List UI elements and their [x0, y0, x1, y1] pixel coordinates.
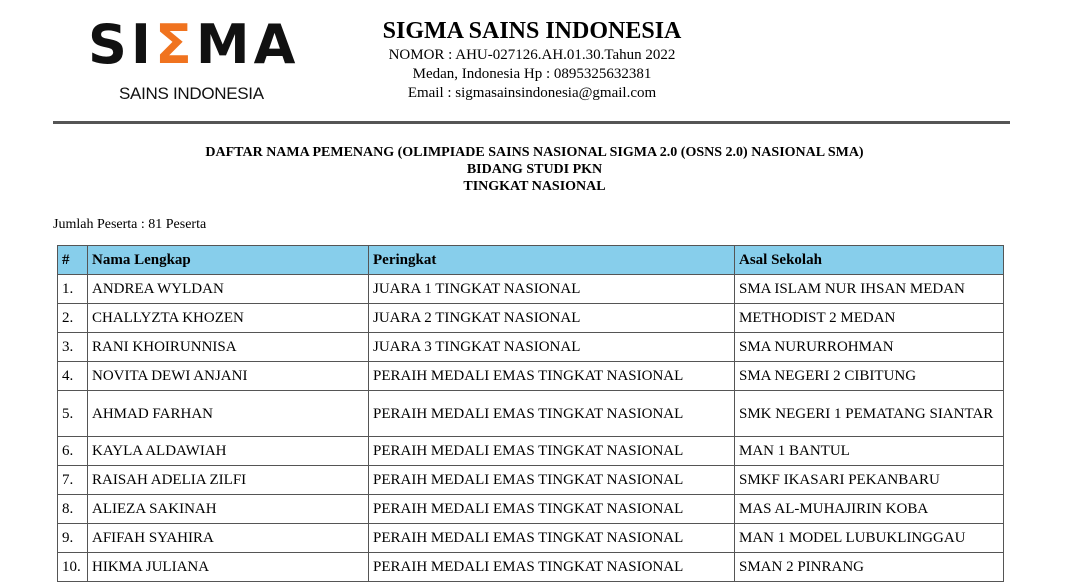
row-school: SMA ISLAM NUR IHSAN MEDAN: [735, 275, 1004, 304]
header-school: Asal Sekolah: [735, 246, 1004, 275]
row-number: 1.: [58, 275, 88, 304]
row-rank: JUARA 1 TINGKAT NASIONAL: [369, 275, 735, 304]
row-rank: PERAIH MEDALI EMAS TINGKAT NASIONAL: [369, 362, 735, 391]
row-number: 7.: [58, 466, 88, 495]
row-rank: JUARA 3 TINGKAT NASIONAL: [369, 333, 735, 362]
row-school: METHODIST 2 MEDAN: [735, 304, 1004, 333]
row-name: ANDREA WYLDAN: [88, 275, 369, 304]
row-school: SMA NURURROHMAN: [735, 333, 1004, 362]
address-phone: Medan, Indonesia Hp : 0895325632381: [412, 66, 652, 82]
row-name: NOVITA DEWI ANJANI: [88, 362, 369, 391]
header-name: Nama Lengkap: [88, 246, 369, 275]
table-row: [58, 333, 1004, 362]
header-rank: Peringkat: [369, 246, 735, 275]
row-school: MAS AL-MUHAJIRIN KOBA: [735, 495, 1004, 524]
row-rank: PERAIH MEDALI EMAS TINGKAT NASIONAL: [369, 437, 735, 466]
header-divider: [53, 121, 1010, 124]
row-number: 4.: [58, 362, 88, 391]
table-row: [58, 275, 1004, 304]
registration-number: NOMOR : AHU-027126.AH.01.30.Tahun 2022: [388, 47, 676, 63]
title-line-1: DAFTAR NAMA PEMENANG (OLIMPIADE SAINS NASIONAL SIGMA 2.0 (OSNS 2.0) NASIONAL SMA): [205, 145, 864, 160]
row-number: 9.: [58, 524, 88, 553]
logo-suffix: MA: [195, 13, 300, 76]
table-row: [58, 553, 1004, 582]
logo-wordmark: [88, 14, 299, 76]
row-name: ALIEZA SAKINAH: [88, 495, 369, 524]
row-number: 2.: [58, 304, 88, 333]
row-number: 10.: [58, 553, 88, 582]
sigma-logo: [80, 13, 300, 106]
row-name: KAYLA ALDAWIAH: [88, 437, 369, 466]
row-number: 6.: [58, 437, 88, 466]
row-school: SMA NEGERI 2 CIBITUNG: [735, 362, 1004, 391]
table-row: [58, 437, 1004, 466]
header-number: #: [58, 246, 88, 275]
row-rank: PERAIH MEDALI EMAS TINGKAT NASIONAL: [369, 466, 735, 495]
row-school: MAN 1 BANTUL: [735, 437, 1004, 466]
title-line-3: TINGKAT NASIONAL: [463, 179, 606, 194]
document-title: [0, 144, 1069, 195]
email: Email : sigmasainsindonesia@gmail.com: [407, 85, 657, 101]
row-rank: PERAIH MEDALI EMAS TINGKAT NASIONAL: [369, 524, 735, 553]
row-name: RAISAH ADELIA ZILFI: [88, 466, 369, 495]
row-school: SMAN 2 PINRANG: [735, 553, 1004, 582]
row-name: CHALLYZTA KHOZEN: [88, 304, 369, 333]
participant-count: Jumlah Peserta : 81 Peserta: [53, 217, 207, 232]
table-header-row: [58, 246, 1004, 275]
table-row: [58, 391, 1004, 437]
row-name: AFIFAH SYAHIRA: [88, 524, 369, 553]
row-rank: JUARA 2 TINGKAT NASIONAL: [369, 304, 735, 333]
row-school: MAN 1 MODEL LUBUKLINGGAU: [735, 524, 1004, 553]
logo-prefix: SI: [88, 13, 155, 76]
table-row: [58, 466, 1004, 495]
row-number: 5.: [58, 391, 88, 437]
table-row: [58, 362, 1004, 391]
row-rank: PERAIH MEDALI EMAS TINGKAT NASIONAL: [369, 553, 735, 582]
row-name: AHMAD FARHAN: [88, 391, 369, 437]
org-name: SIGMA SAINS INDONESIA: [382, 18, 682, 44]
logo-sigma-glyph: Σ: [154, 13, 196, 76]
row-rank: PERAIH MEDALI EMAS TINGKAT NASIONAL: [369, 391, 735, 437]
logo-subtitle: SAINS INDONESIA: [119, 84, 264, 103]
row-name: HIKMA JULIANA: [88, 553, 369, 582]
table-row: [58, 495, 1004, 524]
winners-table: [57, 245, 1004, 582]
row-school: SMKF IKASARI PEKANBARU: [735, 466, 1004, 495]
row-rank: PERAIH MEDALI EMAS TINGKAT NASIONAL: [369, 495, 735, 524]
table-row: [58, 524, 1004, 553]
row-number: 3.: [58, 333, 88, 362]
letterhead: [300, 16, 764, 103]
row-number: 8.: [58, 495, 88, 524]
table-row: [58, 304, 1004, 333]
row-school: SMK NEGERI 1 PEMATANG SIANTAR: [735, 391, 1004, 437]
row-name: RANI KHOIRUNNISA: [88, 333, 369, 362]
title-line-2: BIDANG STUDI PKN: [466, 162, 603, 177]
